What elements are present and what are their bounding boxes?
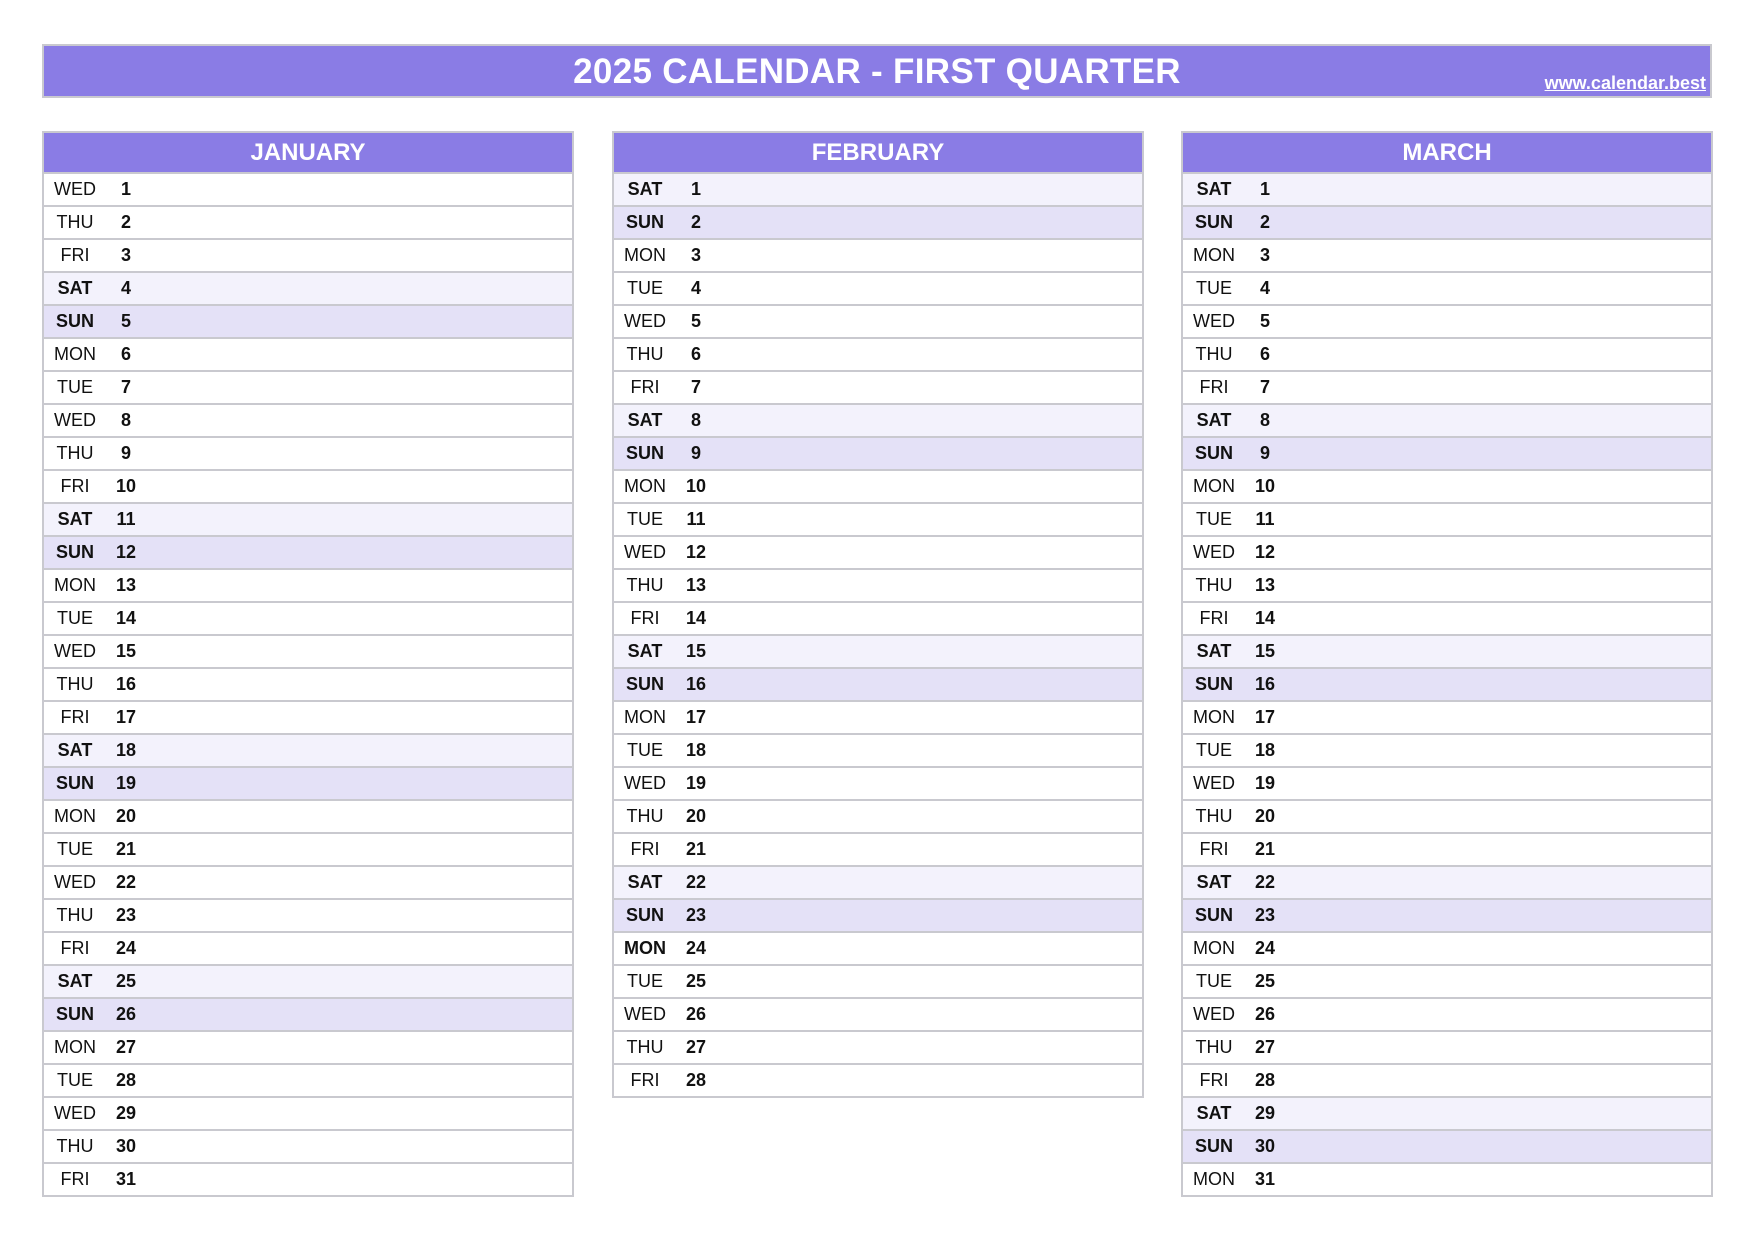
day-number: 9 [1259, 443, 1270, 463]
day-of-week: FRI [1199, 1070, 1229, 1090]
day-of-week: SUN [625, 905, 664, 925]
day-number: 5 [690, 311, 701, 331]
day-number: 14 [685, 608, 707, 628]
day-number: 9 [120, 443, 131, 463]
day-number: 15 [115, 641, 137, 661]
day-row [1183, 337, 1711, 370]
day-of-week: TUE [627, 971, 663, 991]
day-row [44, 403, 572, 436]
day-of-week: MON [1193, 938, 1235, 958]
day-of-week: SUN [1194, 212, 1233, 232]
day-row [1183, 1030, 1711, 1063]
day-number: 23 [115, 905, 137, 925]
day-number: 3 [1259, 245, 1270, 265]
day-row [614, 1030, 1142, 1063]
month-header: FEBRUARY [612, 131, 1144, 174]
day-row [44, 832, 572, 865]
day-number: 5 [1259, 311, 1270, 331]
day-row [614, 634, 1142, 667]
day-number: 28 [685, 1070, 707, 1090]
day-number: 2 [690, 212, 701, 232]
day-row [1183, 174, 1711, 205]
day-number: 16 [115, 674, 137, 694]
day-of-week: THU [626, 344, 664, 364]
day-number: 13 [685, 575, 707, 595]
day-row [614, 238, 1142, 271]
day-row [44, 271, 572, 304]
day-number: 30 [1254, 1136, 1276, 1156]
day-number: 12 [685, 542, 707, 562]
day-row [614, 799, 1142, 832]
day-of-week: FRI [630, 608, 660, 628]
day-number: 7 [690, 377, 701, 397]
day-of-week: SUN [625, 674, 664, 694]
day-of-week: SAT [57, 509, 93, 529]
day-number: 16 [1254, 674, 1276, 694]
day-number: 13 [115, 575, 137, 595]
day-list [42, 174, 574, 1197]
day-number: 23 [1254, 905, 1276, 925]
day-number: 9 [690, 443, 701, 463]
day-row [614, 1063, 1142, 1096]
day-row [614, 535, 1142, 568]
day-of-week: TUE [57, 1070, 93, 1090]
day-row [614, 931, 1142, 964]
day-of-week: THU [56, 674, 94, 694]
day-of-week: FRI [60, 1169, 90, 1189]
day-of-week: TUE [57, 608, 93, 628]
day-of-week: THU [1195, 806, 1233, 826]
day-row [614, 337, 1142, 370]
day-number: 8 [1259, 410, 1270, 430]
day-of-week: WED [54, 872, 96, 892]
day-of-week: THU [626, 575, 664, 595]
day-of-week: THU [56, 1136, 94, 1156]
day-row [614, 304, 1142, 337]
day-number: 31 [1254, 1169, 1276, 1189]
day-number: 24 [685, 938, 707, 958]
day-of-week: FRI [60, 245, 90, 265]
title-bar [42, 44, 1712, 98]
day-of-week: SAT [627, 872, 663, 892]
day-number: 6 [1259, 344, 1270, 364]
day-of-week: FRI [1199, 608, 1229, 628]
day-row [44, 1096, 572, 1129]
day-of-week: SAT [627, 179, 663, 199]
page-title: 2025 CALENDAR - FIRST QUARTER [573, 52, 1181, 91]
day-of-week: WED [1193, 1004, 1235, 1024]
day-of-week: WED [624, 542, 666, 562]
day-number: 15 [685, 641, 707, 661]
day-of-week: TUE [627, 509, 663, 529]
day-of-week: SUN [55, 542, 94, 562]
day-row [614, 271, 1142, 304]
day-number: 29 [1254, 1103, 1276, 1123]
day-of-week: WED [1193, 542, 1235, 562]
day-of-week: FRI [630, 1070, 660, 1090]
day-of-week: THU [626, 1037, 664, 1057]
day-of-week: FRI [630, 839, 660, 859]
day-of-week: MON [54, 575, 96, 595]
day-of-week: FRI [1199, 839, 1229, 859]
day-row [614, 370, 1142, 403]
day-row [1183, 238, 1711, 271]
day-number: 15 [1254, 641, 1276, 661]
day-number: 17 [685, 707, 707, 727]
day-of-week: THU [1195, 344, 1233, 364]
day-row [1183, 634, 1711, 667]
day-number: 28 [115, 1070, 137, 1090]
day-number: 6 [690, 344, 701, 364]
day-number: 17 [115, 707, 137, 727]
day-of-week: SAT [57, 278, 93, 298]
day-number: 19 [115, 773, 137, 793]
day-of-week: SAT [1196, 641, 1232, 661]
day-of-week: SAT [627, 641, 663, 661]
day-number: 10 [685, 476, 707, 496]
day-number: 6 [120, 344, 131, 364]
day-number: 4 [690, 278, 701, 298]
day-of-week: SUN [55, 1004, 94, 1024]
day-number: 10 [115, 476, 137, 496]
day-of-week: MON [1193, 707, 1235, 727]
month-february [612, 131, 1144, 1098]
day-of-week: THU [1195, 1037, 1233, 1057]
day-of-week: THU [56, 905, 94, 925]
day-number: 1 [1259, 179, 1270, 199]
day-number: 1 [120, 179, 131, 199]
day-row [44, 1129, 572, 1162]
day-number: 13 [1254, 575, 1276, 595]
day-number: 1 [690, 179, 701, 199]
day-of-week: SAT [57, 971, 93, 991]
day-of-week: SAT [1196, 410, 1232, 430]
day-row [44, 733, 572, 766]
day-row [1183, 898, 1711, 931]
day-list [1181, 174, 1713, 1197]
day-row [44, 1162, 572, 1195]
day-of-week: FRI [630, 377, 660, 397]
day-number: 19 [685, 773, 707, 793]
day-of-week: SUN [625, 212, 664, 232]
day-row [614, 601, 1142, 634]
day-number: 5 [120, 311, 131, 331]
day-number: 11 [1255, 509, 1275, 529]
day-row [44, 238, 572, 271]
day-row [614, 436, 1142, 469]
day-row [44, 1030, 572, 1063]
day-row [614, 997, 1142, 1030]
day-row [614, 403, 1142, 436]
day-number: 4 [120, 278, 131, 298]
day-of-week: SUN [1194, 905, 1233, 925]
day-row [614, 205, 1142, 238]
day-row [1183, 370, 1711, 403]
day-number: 10 [1254, 476, 1276, 496]
day-row [44, 634, 572, 667]
day-number: 24 [1254, 938, 1276, 958]
day-row [614, 700, 1142, 733]
day-number: 22 [685, 872, 707, 892]
day-row [1183, 403, 1711, 436]
day-row [44, 1063, 572, 1096]
day-number: 26 [115, 1004, 137, 1024]
site-link[interactable]: www.calendar.best [1544, 73, 1706, 93]
day-number: 12 [115, 542, 137, 562]
day-number: 25 [115, 971, 137, 991]
day-of-week: FRI [60, 476, 90, 496]
day-row [1183, 304, 1711, 337]
month-january [42, 131, 574, 1197]
day-row [614, 832, 1142, 865]
month-header: MARCH [1181, 131, 1713, 174]
day-row [44, 304, 572, 337]
day-row [1183, 865, 1711, 898]
day-number: 27 [1254, 1037, 1276, 1057]
day-number: 18 [1254, 740, 1276, 760]
day-row [614, 733, 1142, 766]
day-number: 20 [685, 806, 707, 826]
day-row [1183, 502, 1711, 535]
day-row [44, 964, 572, 997]
day-row [1183, 997, 1711, 1030]
day-row [1183, 601, 1711, 634]
day-number: 12 [1254, 542, 1276, 562]
day-number: 8 [690, 410, 701, 430]
day-of-week: FRI [60, 938, 90, 958]
day-row [1183, 1096, 1711, 1129]
day-row [44, 337, 572, 370]
day-of-week: SUN [1194, 443, 1233, 463]
day-number: 20 [1254, 806, 1276, 826]
day-row [44, 502, 572, 535]
day-of-week: TUE [1196, 509, 1232, 529]
day-row [44, 766, 572, 799]
day-number: 26 [1254, 1004, 1276, 1024]
day-number: 18 [685, 740, 707, 760]
day-row [44, 700, 572, 733]
day-of-week: THU [1195, 575, 1233, 595]
day-number: 24 [115, 938, 137, 958]
day-of-week: WED [624, 1004, 666, 1024]
day-of-week: FRI [1199, 377, 1229, 397]
day-number: 30 [115, 1136, 137, 1156]
day-row [1183, 436, 1711, 469]
day-of-week: MON [624, 938, 666, 958]
day-row [44, 601, 572, 634]
day-row [44, 469, 572, 502]
day-row [1183, 535, 1711, 568]
day-row [44, 568, 572, 601]
day-of-week: TUE [57, 839, 93, 859]
day-row [614, 766, 1142, 799]
month-header: JANUARY [42, 131, 574, 174]
day-row [44, 174, 572, 205]
day-number: 21 [685, 839, 707, 859]
day-of-week: MON [1193, 476, 1235, 496]
day-number: 14 [1254, 608, 1276, 628]
day-row [44, 535, 572, 568]
day-of-week: WED [54, 641, 96, 661]
day-of-week: SUN [55, 311, 94, 331]
day-of-week: FRI [60, 707, 90, 727]
day-of-week: THU [56, 443, 94, 463]
day-number: 2 [120, 212, 131, 232]
day-row [1183, 766, 1711, 799]
day-row [1183, 733, 1711, 766]
day-of-week: TUE [1196, 740, 1232, 760]
day-row [614, 568, 1142, 601]
day-of-week: SAT [57, 740, 93, 760]
day-number: 29 [115, 1103, 137, 1123]
day-number: 25 [685, 971, 707, 991]
day-number: 17 [1254, 707, 1276, 727]
day-number: 3 [120, 245, 131, 265]
day-number: 11 [686, 509, 706, 529]
day-row [1183, 832, 1711, 865]
day-number: 7 [120, 377, 131, 397]
day-of-week: SAT [1196, 1103, 1232, 1123]
day-of-week: THU [56, 212, 94, 232]
month-march [1181, 131, 1713, 1197]
day-row [1183, 700, 1711, 733]
day-number: 3 [690, 245, 701, 265]
day-number: 26 [685, 1004, 707, 1024]
day-number: 22 [1254, 872, 1276, 892]
day-of-week: SUN [55, 773, 94, 793]
day-row [44, 799, 572, 832]
day-row [1183, 205, 1711, 238]
day-number: 11 [116, 509, 136, 529]
day-number: 31 [115, 1169, 137, 1189]
day-of-week: TUE [627, 278, 663, 298]
day-row [44, 865, 572, 898]
day-of-week: MON [1193, 245, 1235, 265]
day-of-week: SUN [1194, 1136, 1233, 1156]
day-of-week: MON [624, 476, 666, 496]
day-row [1183, 469, 1711, 502]
day-number: 2 [1259, 212, 1270, 232]
day-of-week: MON [624, 245, 666, 265]
day-row [1183, 568, 1711, 601]
day-of-week: MON [54, 806, 96, 826]
day-of-week: TUE [1196, 971, 1232, 991]
day-number: 27 [115, 1037, 137, 1057]
day-of-week: WED [54, 1103, 96, 1123]
day-row [1183, 964, 1711, 997]
day-number: 8 [120, 410, 131, 430]
day-number: 22 [115, 872, 137, 892]
day-number: 21 [1254, 839, 1276, 859]
day-of-week: MON [1193, 1169, 1235, 1189]
day-row [614, 964, 1142, 997]
day-row [44, 205, 572, 238]
day-number: 28 [1254, 1070, 1276, 1090]
day-of-week: SUN [1194, 674, 1233, 694]
day-number: 20 [115, 806, 137, 826]
day-of-week: SAT [627, 410, 663, 430]
day-of-week: MON [624, 707, 666, 727]
day-row [44, 667, 572, 700]
day-of-week: WED [54, 179, 96, 199]
day-row [614, 865, 1142, 898]
day-number: 25 [1254, 971, 1276, 991]
day-row [614, 898, 1142, 931]
day-number: 27 [685, 1037, 707, 1057]
day-row [614, 469, 1142, 502]
day-row [1183, 667, 1711, 700]
day-number: 18 [115, 740, 137, 760]
day-row [614, 174, 1142, 205]
day-row [1183, 1129, 1711, 1162]
day-of-week: SUN [625, 443, 664, 463]
day-of-week: TUE [1196, 278, 1232, 298]
day-of-week: TUE [57, 377, 93, 397]
day-row [1183, 799, 1711, 832]
day-row [614, 502, 1142, 535]
day-of-week: WED [1193, 773, 1235, 793]
day-list [612, 174, 1144, 1098]
day-of-week: TUE [627, 740, 663, 760]
day-number: 4 [1259, 278, 1270, 298]
day-of-week: SAT [1196, 179, 1232, 199]
day-number: 14 [115, 608, 137, 628]
day-row [1183, 271, 1711, 304]
day-number: 21 [115, 839, 137, 859]
day-of-week: WED [54, 410, 96, 430]
day-row [44, 370, 572, 403]
day-row [44, 931, 572, 964]
day-row [1183, 931, 1711, 964]
day-row [44, 436, 572, 469]
day-of-week: WED [624, 311, 666, 331]
day-number: 23 [685, 905, 707, 925]
day-number: 16 [685, 674, 707, 694]
day-of-week: MON [54, 1037, 96, 1057]
day-row [1183, 1162, 1711, 1195]
day-row [44, 997, 572, 1030]
day-of-week: WED [1193, 311, 1235, 331]
day-of-week: THU [626, 806, 664, 826]
day-of-week: MON [54, 344, 96, 364]
day-row [44, 898, 572, 931]
day-number: 19 [1254, 773, 1276, 793]
day-of-week: SAT [1196, 872, 1232, 892]
day-of-week: WED [624, 773, 666, 793]
day-row [614, 667, 1142, 700]
day-number: 7 [1259, 377, 1270, 397]
day-row [1183, 1063, 1711, 1096]
